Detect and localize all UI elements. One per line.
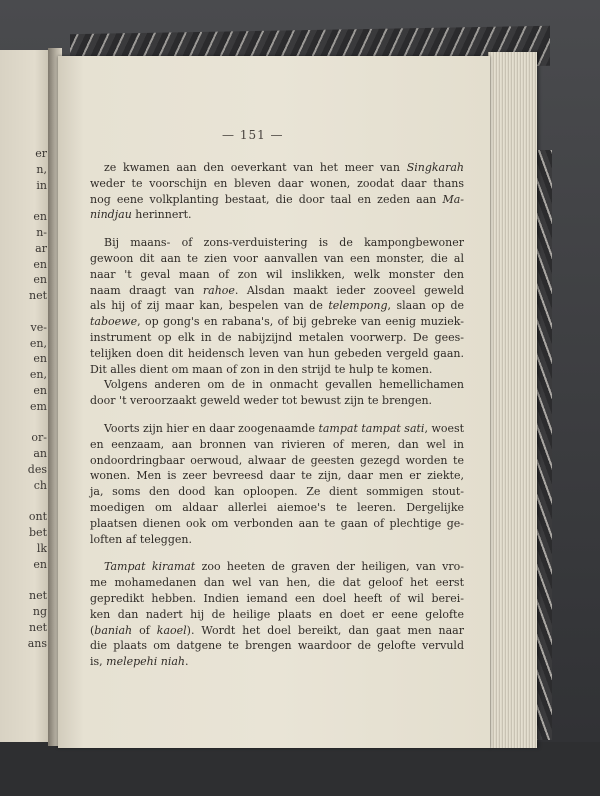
left-fragment: des bbox=[27, 462, 47, 476]
text-line bbox=[90, 559, 464, 575]
text-run: die plaats om datgene te brengen waardoor de gelofte vervuld bbox=[90, 639, 464, 653]
text-run: herinnert. bbox=[131, 208, 192, 222]
text-line bbox=[90, 267, 464, 283]
italic-term: tampat tampat sati bbox=[318, 421, 425, 435]
text-line bbox=[90, 346, 464, 362]
left-fragment: ans bbox=[27, 636, 47, 650]
left-fragment: ve- bbox=[30, 320, 47, 334]
left-fragment: bet bbox=[29, 526, 47, 540]
italic-term: rahoe bbox=[202, 283, 235, 297]
text-line bbox=[90, 235, 464, 251]
text-line bbox=[90, 437, 464, 453]
left-fragment: en bbox=[33, 210, 47, 224]
italic-term: Singkarah bbox=[406, 161, 464, 174]
left-fragment: en bbox=[33, 352, 47, 366]
text-run: . bbox=[185, 655, 189, 669]
text-run: weder te voorschijn en bleven daar wonen, zoodat daar thans bbox=[90, 176, 464, 190]
left-fragment bbox=[7, 304, 47, 320]
page-edges bbox=[488, 52, 537, 748]
left-fragment: net bbox=[28, 289, 47, 303]
text-line bbox=[90, 421, 464, 437]
text-run: ze kwamen aan den oeverkant van het meer van bbox=[104, 161, 407, 174]
paragraph bbox=[90, 377, 464, 409]
text-run: instrument op elk in de nabijzijnd metalen voorwerp. De gees- bbox=[90, 330, 464, 344]
text-run: Voorts zijn hier en daar zoogenaamde bbox=[104, 421, 319, 435]
text-run: gepredikt hebben. Indien iemand een doel heeft of wil berei- bbox=[90, 591, 464, 605]
text-run: Volgens anderen om de in onmacht gevallen hemellichamen bbox=[104, 378, 464, 392]
text-run: ( bbox=[90, 623, 95, 637]
text-line bbox=[90, 532, 464, 548]
text-run: plaatsen dienen ook om verbonden aan te gaan of plechtige ge- bbox=[90, 516, 464, 530]
text-line bbox=[90, 283, 464, 299]
text-line bbox=[90, 484, 464, 500]
italic-term: Ma- bbox=[442, 192, 464, 206]
left-fragment: lk bbox=[36, 541, 47, 555]
left-fragment: net bbox=[28, 589, 47, 603]
text-line bbox=[90, 176, 464, 192]
left-fragment: ar bbox=[35, 241, 47, 255]
left-page-text-fragments bbox=[7, 146, 47, 652]
text-run: nog eene volkplanting bestaat, die door taal en zeden aan bbox=[90, 192, 443, 206]
text-run: me mohamedanen dan wel van hen, die dat geloof het eerst bbox=[90, 576, 464, 590]
text-run: naar 't geval maan of zon wil inslikken, welk monster den bbox=[90, 267, 464, 281]
text-line bbox=[90, 251, 464, 267]
page-number: — 151 — bbox=[222, 128, 284, 142]
italic-term: baniah bbox=[94, 623, 133, 637]
text-run: , slaan op de bbox=[387, 299, 464, 313]
italic-term: Tampat kiramat bbox=[104, 560, 196, 574]
text-run: als hij of zij maar kan, bespelen van de bbox=[90, 299, 329, 313]
text-run: ken dan nadert hij de heilige plaats en doet er eene gelofte bbox=[90, 607, 464, 621]
text-line bbox=[90, 393, 464, 409]
cover-bottom bbox=[0, 742, 600, 796]
left-fragment: ont bbox=[28, 510, 47, 524]
text-line bbox=[90, 377, 464, 393]
text-line bbox=[90, 575, 464, 591]
body-text bbox=[90, 160, 464, 682]
text-run: Dit alles dient om maan of zon in den strijd te hulp te komen. bbox=[90, 362, 433, 376]
text-line bbox=[90, 362, 464, 378]
text-line bbox=[90, 192, 464, 208]
left-fragment bbox=[7, 415, 47, 431]
left-fragment: n, bbox=[36, 162, 47, 176]
text-run: ja, soms den dood kan oploopen. Ze dient sommigen stout- bbox=[90, 485, 464, 499]
left-fragment: en, bbox=[29, 336, 47, 350]
text-run: loften af teleggen. bbox=[90, 532, 192, 546]
text-run: is, bbox=[90, 655, 107, 669]
text-line bbox=[90, 607, 464, 623]
left-fragment: en bbox=[33, 273, 47, 287]
text-run: ondoordringbaar oerwoud, alwaar de geesten gezegd worden te bbox=[90, 453, 464, 467]
paragraph bbox=[90, 235, 464, 377]
left-fragment bbox=[7, 193, 47, 209]
text-line bbox=[90, 638, 464, 654]
italic-term: taboewe bbox=[90, 315, 138, 329]
text-run: gewoon dit aan te zien voor aanvallen van een monster, die al bbox=[90, 251, 464, 265]
paragraph bbox=[90, 160, 464, 223]
left-fragment: an bbox=[33, 447, 47, 461]
left-fragment: en bbox=[33, 383, 47, 397]
text-run: , woest bbox=[424, 421, 465, 435]
text-line bbox=[90, 453, 464, 469]
text-run: wonen. Men is zeer bevreesd daar te zijn, daar men er ziekte, bbox=[90, 469, 464, 483]
paragraph bbox=[90, 421, 464, 547]
text-run: naam draagt van bbox=[90, 283, 203, 297]
text-line bbox=[90, 500, 464, 516]
text-run: moedigen om aldaar allerlei aiemoe's te leeren. Dergelijke bbox=[90, 500, 464, 514]
left-fragment bbox=[7, 494, 47, 510]
left-fragment: in bbox=[36, 178, 47, 192]
text-run: , op gong's en rabana's, of bij gebreke van eenig muziek- bbox=[137, 315, 464, 329]
italic-term: kaoel bbox=[156, 623, 187, 637]
text-run: Bij maans- of zons-verduistering is de kampongbewoner bbox=[104, 236, 464, 250]
text-line bbox=[90, 468, 464, 484]
paragraph bbox=[90, 559, 464, 670]
left-fragment: en, bbox=[29, 368, 47, 382]
left-fragment: ng bbox=[32, 605, 47, 619]
italic-term: telempong bbox=[328, 299, 388, 313]
left-fragment: er bbox=[35, 147, 47, 160]
text-line bbox=[90, 654, 464, 670]
text-line bbox=[90, 516, 464, 532]
text-line bbox=[90, 298, 464, 314]
text-run: en eenzaam, aan bronnen van rivieren of meren, dan wel in bbox=[90, 437, 464, 451]
text-run: telijken doen dit heidensch leven van hun gebeden vergeld gaan. bbox=[90, 346, 464, 360]
text-line bbox=[90, 314, 464, 330]
left-page bbox=[0, 50, 51, 742]
left-fragment bbox=[7, 573, 47, 589]
left-fragment: en bbox=[33, 557, 47, 571]
text-run: . Alsdan maakt ieder zooveel geweld bbox=[234, 283, 465, 297]
italic-term: nindjau bbox=[90, 208, 132, 222]
text-run: ). Wordt het doel bereikt, dan gaat men naar bbox=[186, 623, 464, 637]
left-fragment: em bbox=[30, 399, 47, 413]
left-fragment: net bbox=[28, 620, 47, 634]
text-line bbox=[90, 591, 464, 607]
left-fragment: en bbox=[33, 257, 47, 271]
left-fragment: ch bbox=[33, 478, 47, 492]
text-run: door 't veroorzaakt geweld weder tot bewust zijn te brengen. bbox=[90, 394, 433, 408]
text-line bbox=[90, 330, 464, 346]
text-run: zoo heeten de graven der heiligen, van vro- bbox=[195, 560, 464, 574]
left-fragment: n- bbox=[36, 225, 47, 239]
text-line bbox=[90, 160, 464, 176]
text-line bbox=[90, 623, 464, 639]
text-run: of bbox=[132, 623, 157, 637]
left-fragment: or- bbox=[31, 431, 47, 445]
text-line bbox=[90, 207, 464, 223]
italic-term: melepehi niah bbox=[106, 655, 186, 669]
